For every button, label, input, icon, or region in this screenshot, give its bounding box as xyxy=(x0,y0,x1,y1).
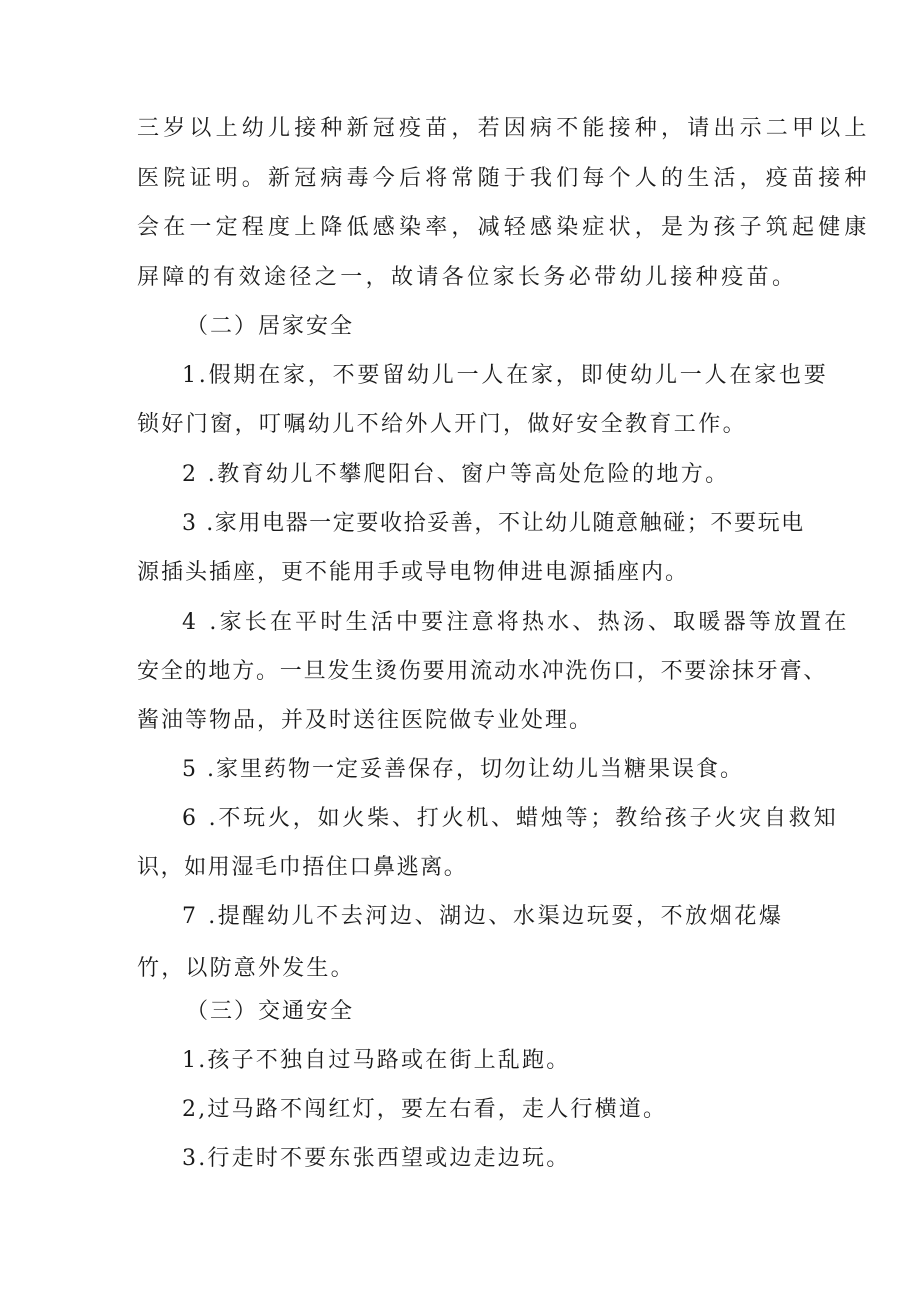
text-line: 1.假期在家，不要留幼儿一人在家，即使幼儿一人在家也要 xyxy=(182,363,829,388)
text-line: 7 .提醒幼儿不去河边、湖边、水渠边玩耍，不放烟花爆 xyxy=(182,904,784,929)
text-line: 会在一定程度上降低感染率，减轻感染症状，是为孩子筑起健康 xyxy=(137,215,871,240)
text-line: 源插头插座，更不能用手或导电物伸进电源插座内。 xyxy=(137,560,690,585)
text-line: 医院证明。新冠病毒今后将常随于我们每个人的生活，疫苗接种 xyxy=(137,166,871,191)
text-line: 2,过马路不闯红灯，要左右看，走人行横道。 xyxy=(182,1097,668,1122)
text-line: 安全的地方。一旦发生烫伤要用流动水冲洗伤口，不要涂抹牙膏、 xyxy=(137,659,828,684)
text-line: 酱油等物品，并及时送往医院做专业处理。 xyxy=(137,708,594,733)
text-line: 5 .家里药物一定妥善保存，切勿让幼儿当糖果误食。 xyxy=(182,757,744,782)
text-line: 1.孩子不独自过马路或在街上乱跑。 xyxy=(182,1048,571,1073)
text-line: 2 .教育幼儿不攀爬阳台、窗户等高处危险的地方。 xyxy=(182,462,730,487)
text-line: 三岁以上幼儿接种新冠疫苗，若因病不能接种，请出示二甲以上 xyxy=(137,116,871,141)
text-line: 6 .不玩火，如火柴、打火机、蜡烛等；教给孩子火灾自救知 xyxy=(182,806,839,831)
text-line: 屏障的有效途径之一，故请各位家长务必带幼儿接种疫苗。 xyxy=(137,265,798,290)
text-line: 识，如用湿毛巾捂住口鼻逃离。 xyxy=(137,855,468,880)
section-heading: （二）居家安全 xyxy=(186,314,355,339)
text-line: 锁好门窗，叮嘱幼儿不给外人开门，做好安全教育工作。 xyxy=(137,412,748,437)
text-line: 3 .家用电器一定要收拾妥善，不让幼儿随意触碰；不要玩电 xyxy=(182,511,805,536)
section-heading: （三）交通安全 xyxy=(186,999,355,1024)
text-line: 3.行走时不要东张西望或边走边玩。 xyxy=(182,1146,571,1171)
text-line: 4 .家长在平时生活中要注意将热水、热汤、取暖器等放置在 xyxy=(182,610,850,635)
text-line: 竹，以防意外发生。 xyxy=(137,956,355,981)
